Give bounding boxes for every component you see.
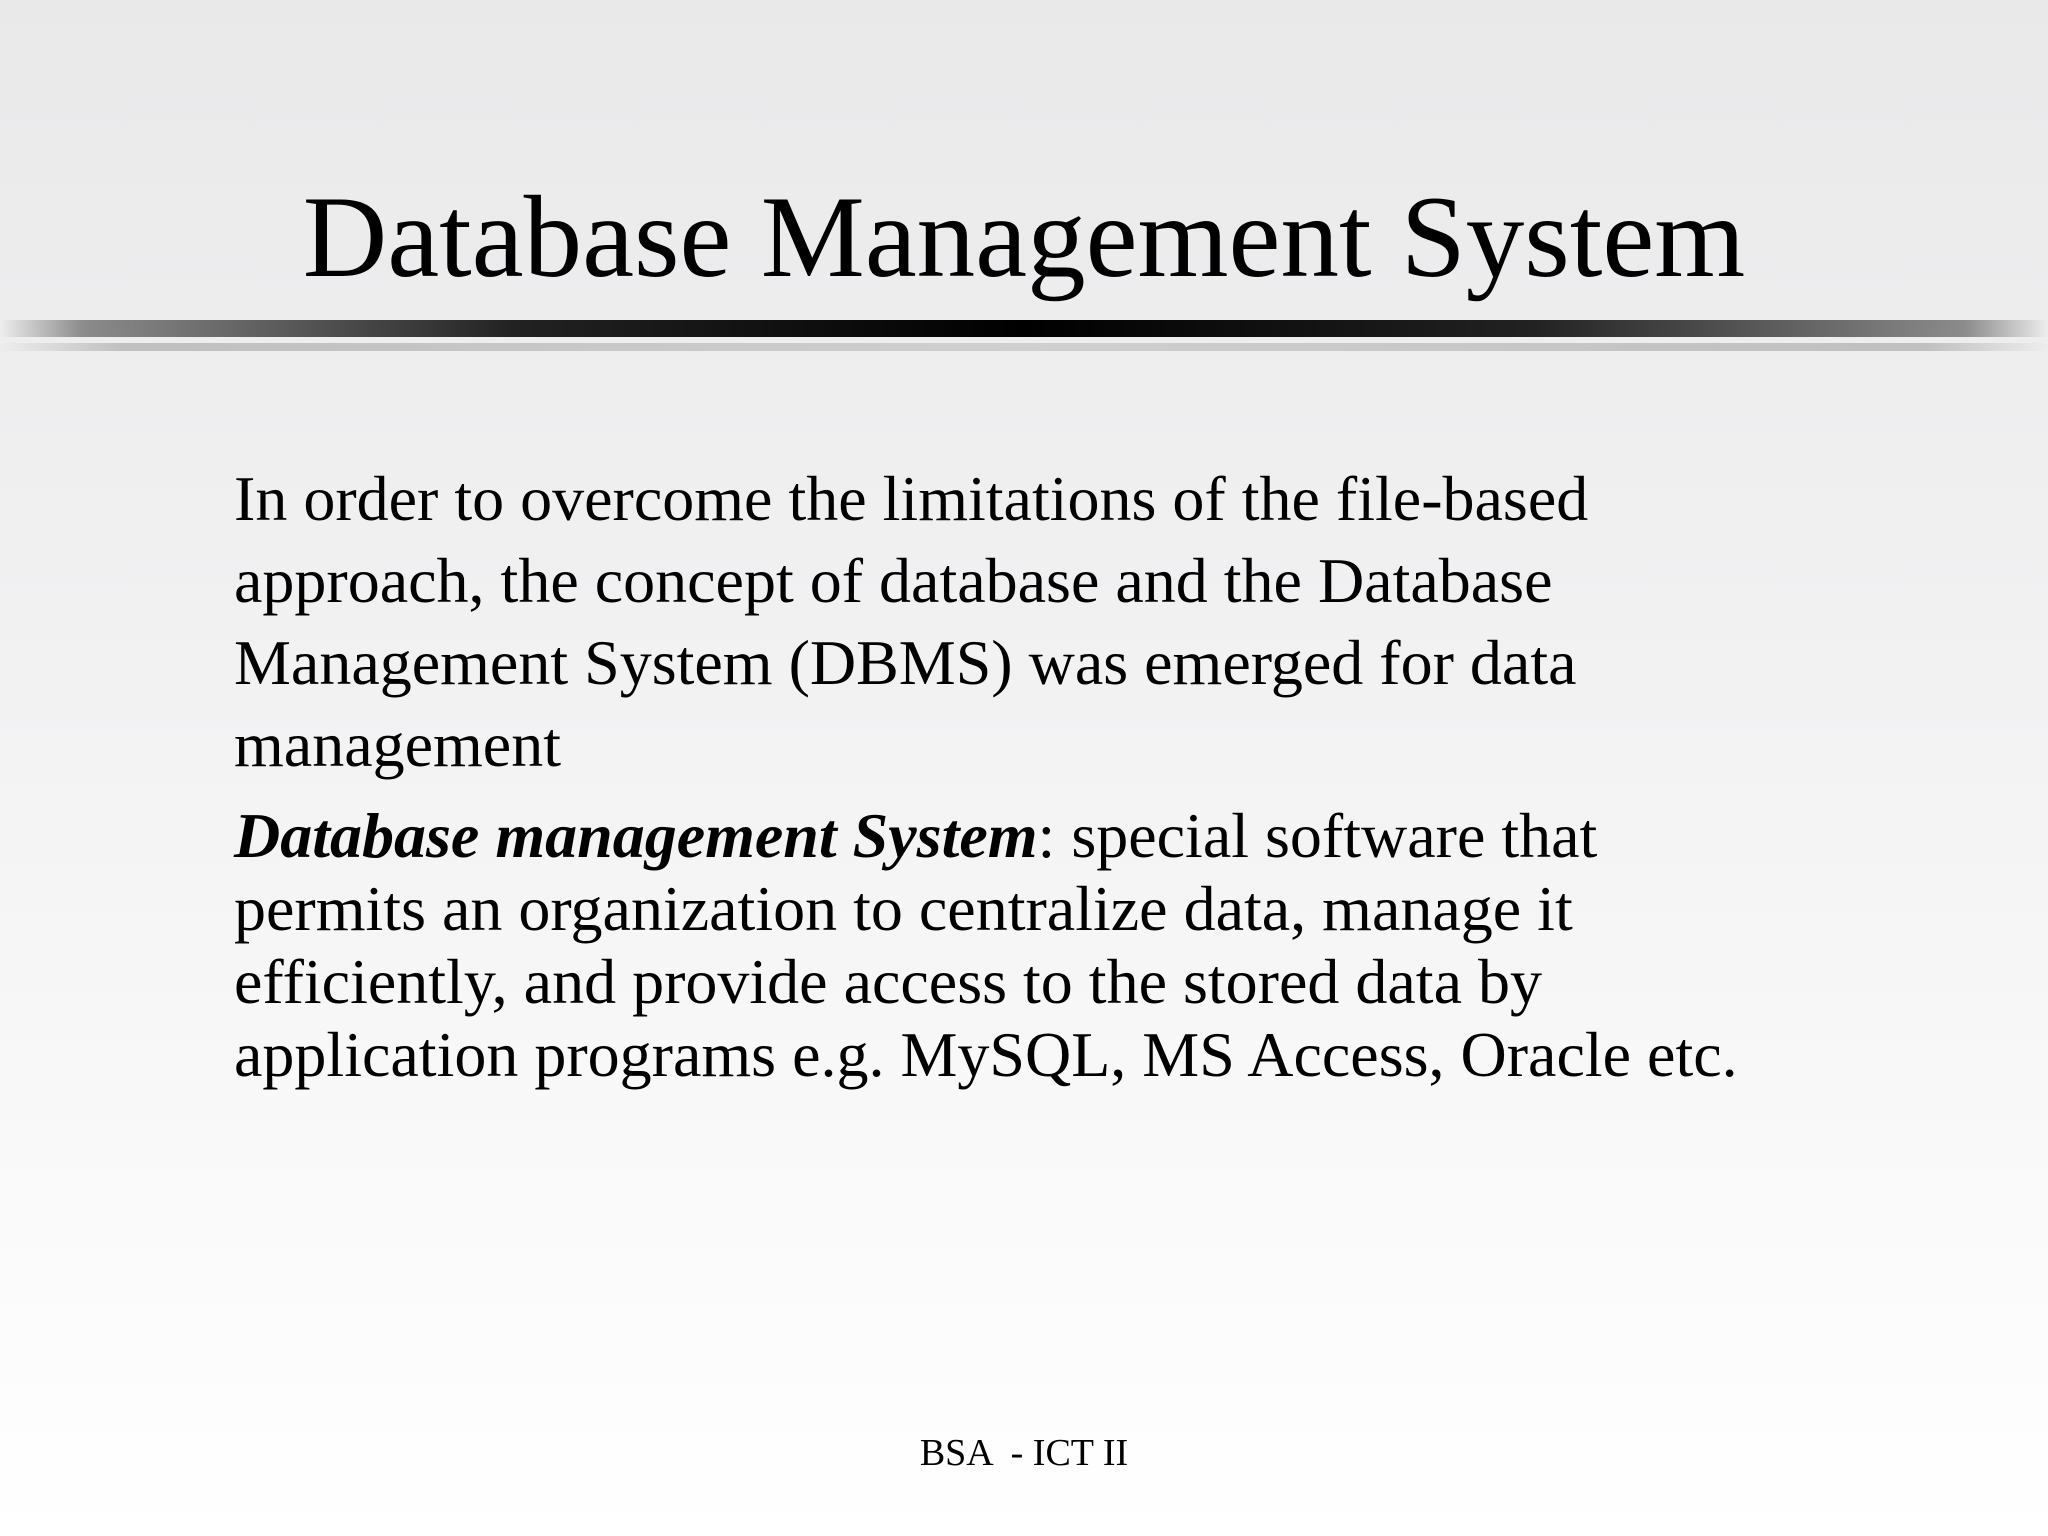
definition-line: application programs e.g. MySQL, MS Access, Oracle etc.	[234, 1019, 1738, 1090]
definition-line: efficiently, and provide access to the stored data by	[234, 946, 1542, 1017]
slide-title: Database Management System	[302, 173, 1746, 302]
intro-line: management	[234, 709, 561, 780]
title-divider-light	[0, 343, 2048, 351]
intro-line: approach, the concept of database and the Database	[234, 545, 1553, 616]
definition-term: Database management System	[234, 800, 1038, 871]
definition-line-rest: : special software that	[1037, 800, 1598, 871]
definition-line	[234, 799, 1854, 872]
intro-paragraph	[234, 458, 1854, 786]
intro-line: Management System (DBMS) was emerged for data	[234, 627, 1577, 698]
intro-line: In order to overcome the limitations of the file-based	[234, 463, 1589, 534]
slide-footer: BSA - ICT II	[919, 1432, 1129, 1474]
title-divider-dark	[0, 320, 2048, 337]
definition-paragraph	[234, 799, 1854, 1091]
definition-line: permits an organization to centralize data, manage it	[234, 873, 1573, 944]
